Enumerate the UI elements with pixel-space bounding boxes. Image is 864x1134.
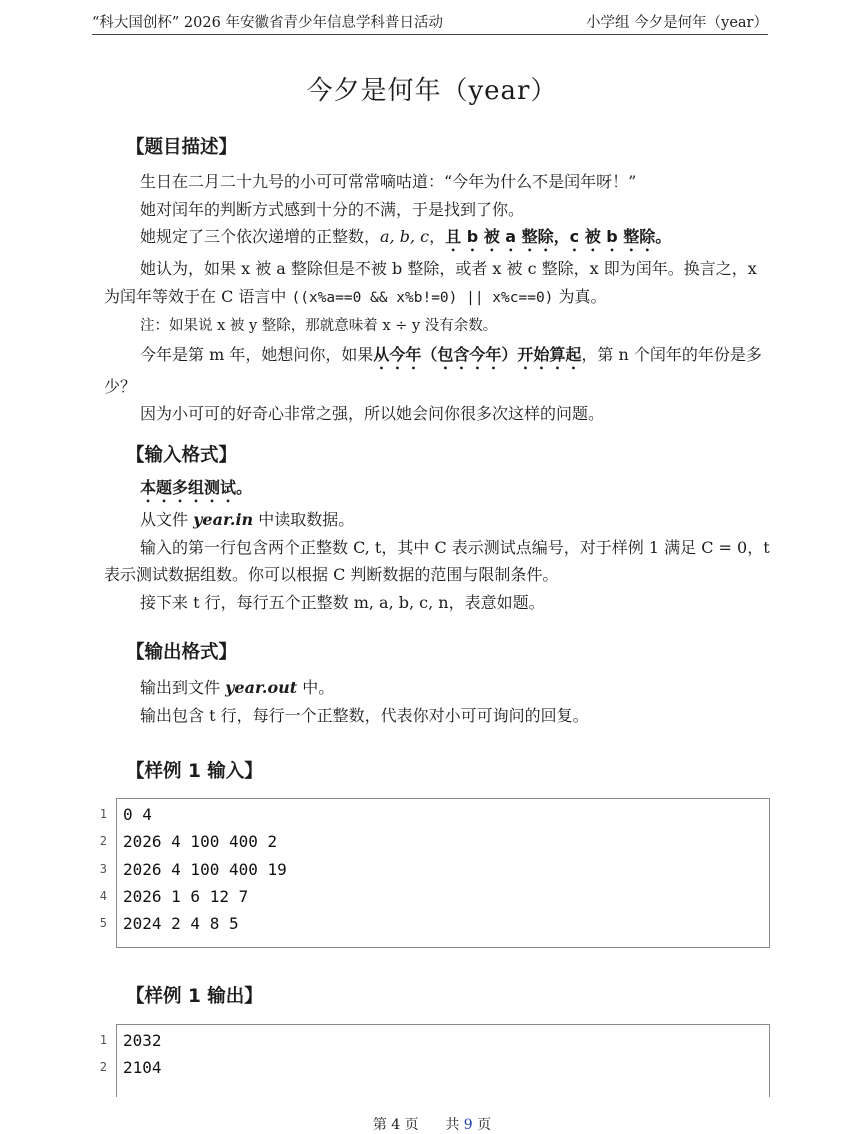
- input-p1: 本题多组测试。: [140, 478, 253, 497]
- emphasis-start: 从今年（包含今年）开始算起: [373, 344, 582, 364]
- page-header: [92, 8, 768, 35]
- description-p2: 她对闰年的判断方式感到十分的不满，于是找到了你。: [140, 199, 525, 219]
- output-p1: 输出到文件 year.out 中。: [140, 678, 335, 697]
- code-line: 5 2024 2 4 8 5: [99, 914, 239, 934]
- emphasis-divisible: 且 b 被 a 整除，c 被 b 整除。: [445, 227, 672, 247]
- page-footer: 第 4 页 共 9 页: [372, 1117, 492, 1133]
- description-body: [104, 168, 772, 428]
- sample-output-box: [99, 1024, 770, 1097]
- input-p4: 接下来 t 行，每行五个正整数 m, a, b, c, n，表意如题。: [140, 593, 545, 613]
- description-p3: 她规定了三个依次递增的正整数，a, b, c，且 b 被 a 整除，c 被 b 整除。: [140, 227, 672, 247]
- page-number: 4: [391, 1117, 401, 1133]
- code-line: 2 2026 4 100 400 2: [99, 832, 278, 852]
- code-line: 1 2032: [99, 1031, 162, 1050]
- code-line: 4 2026 1 6 12 7: [99, 886, 249, 906]
- section-description-heading: 【题目描述】: [126, 137, 238, 158]
- input-p3: 输入的第一行包含两个正整数 C, t，其中 C 表示测试点编号，对于样例 1 满足 C = 0，t 表示测试数据组数。你可以根据 C 判断数据的范围与限制条件。: [104, 537, 770, 585]
- c-expression: ((x%a==0 && x%b!=0) || x%c==0): [291, 290, 554, 307]
- total-pages: 9: [463, 1117, 473, 1133]
- input-filename: year.in: [193, 510, 254, 529]
- section-sample-input-heading: 【样例 1 输入】: [126, 761, 263, 782]
- output-p2: 输出包含 t 行，每行一个正整数，代表你对小可可询问的回复。: [140, 705, 589, 725]
- description-p4: 她认为，如果 x 被 a 整除但是不被 b 整除，或者 x 被 c 整除，x 即为闰年。换言之，x 为闰年等效于在 C 语言中 ((x%a==0 && x%b!=0) || x%c==0) 为真。: [104, 259, 757, 307]
- section-input-heading: 【输入格式】: [126, 445, 238, 466]
- header-contest: “科大国创杯” 2026 年安徽省青少年信息学科普日活动: [92, 14, 443, 31]
- header-problem: 小学组 今夕是何年（year）: [586, 14, 768, 31]
- code-line: 3 2026 4 100 400 19: [99, 859, 287, 879]
- output-filename: year.out: [225, 678, 298, 697]
- section-output-heading: 【输出格式】: [126, 642, 238, 663]
- description-p6: 因为小可可的好奇心非常之强，所以她会问你很多次这样的问题。: [140, 404, 605, 424]
- description-p5: 今年是第 m 年，她想问你，如果从今年（包含今年）开始算起，第 n 个闰年的年份是多少？: [104, 344, 762, 396]
- sample-input-box: [99, 798, 770, 948]
- code-line: 1 0 4: [99, 805, 152, 824]
- description-p1: 生日在二月二十九号的小可可常常嘀咕道：“今年为什么不是闰年呀！”: [140, 172, 637, 191]
- code-line: 2 2104: [99, 1058, 162, 1078]
- page-title: 今夕是何年（year）: [306, 76, 558, 106]
- input-p2: 从文件 year.in 中读取数据。: [140, 510, 355, 529]
- description-note: 注：如果说 x 被 y 整除，那就意味着 x ÷ y 没有余数。: [140, 317, 498, 334]
- output-format-body: [104, 674, 772, 729]
- input-format-body: [104, 474, 772, 617]
- section-sample-output-heading: 【样例 1 输出】: [126, 986, 263, 1007]
